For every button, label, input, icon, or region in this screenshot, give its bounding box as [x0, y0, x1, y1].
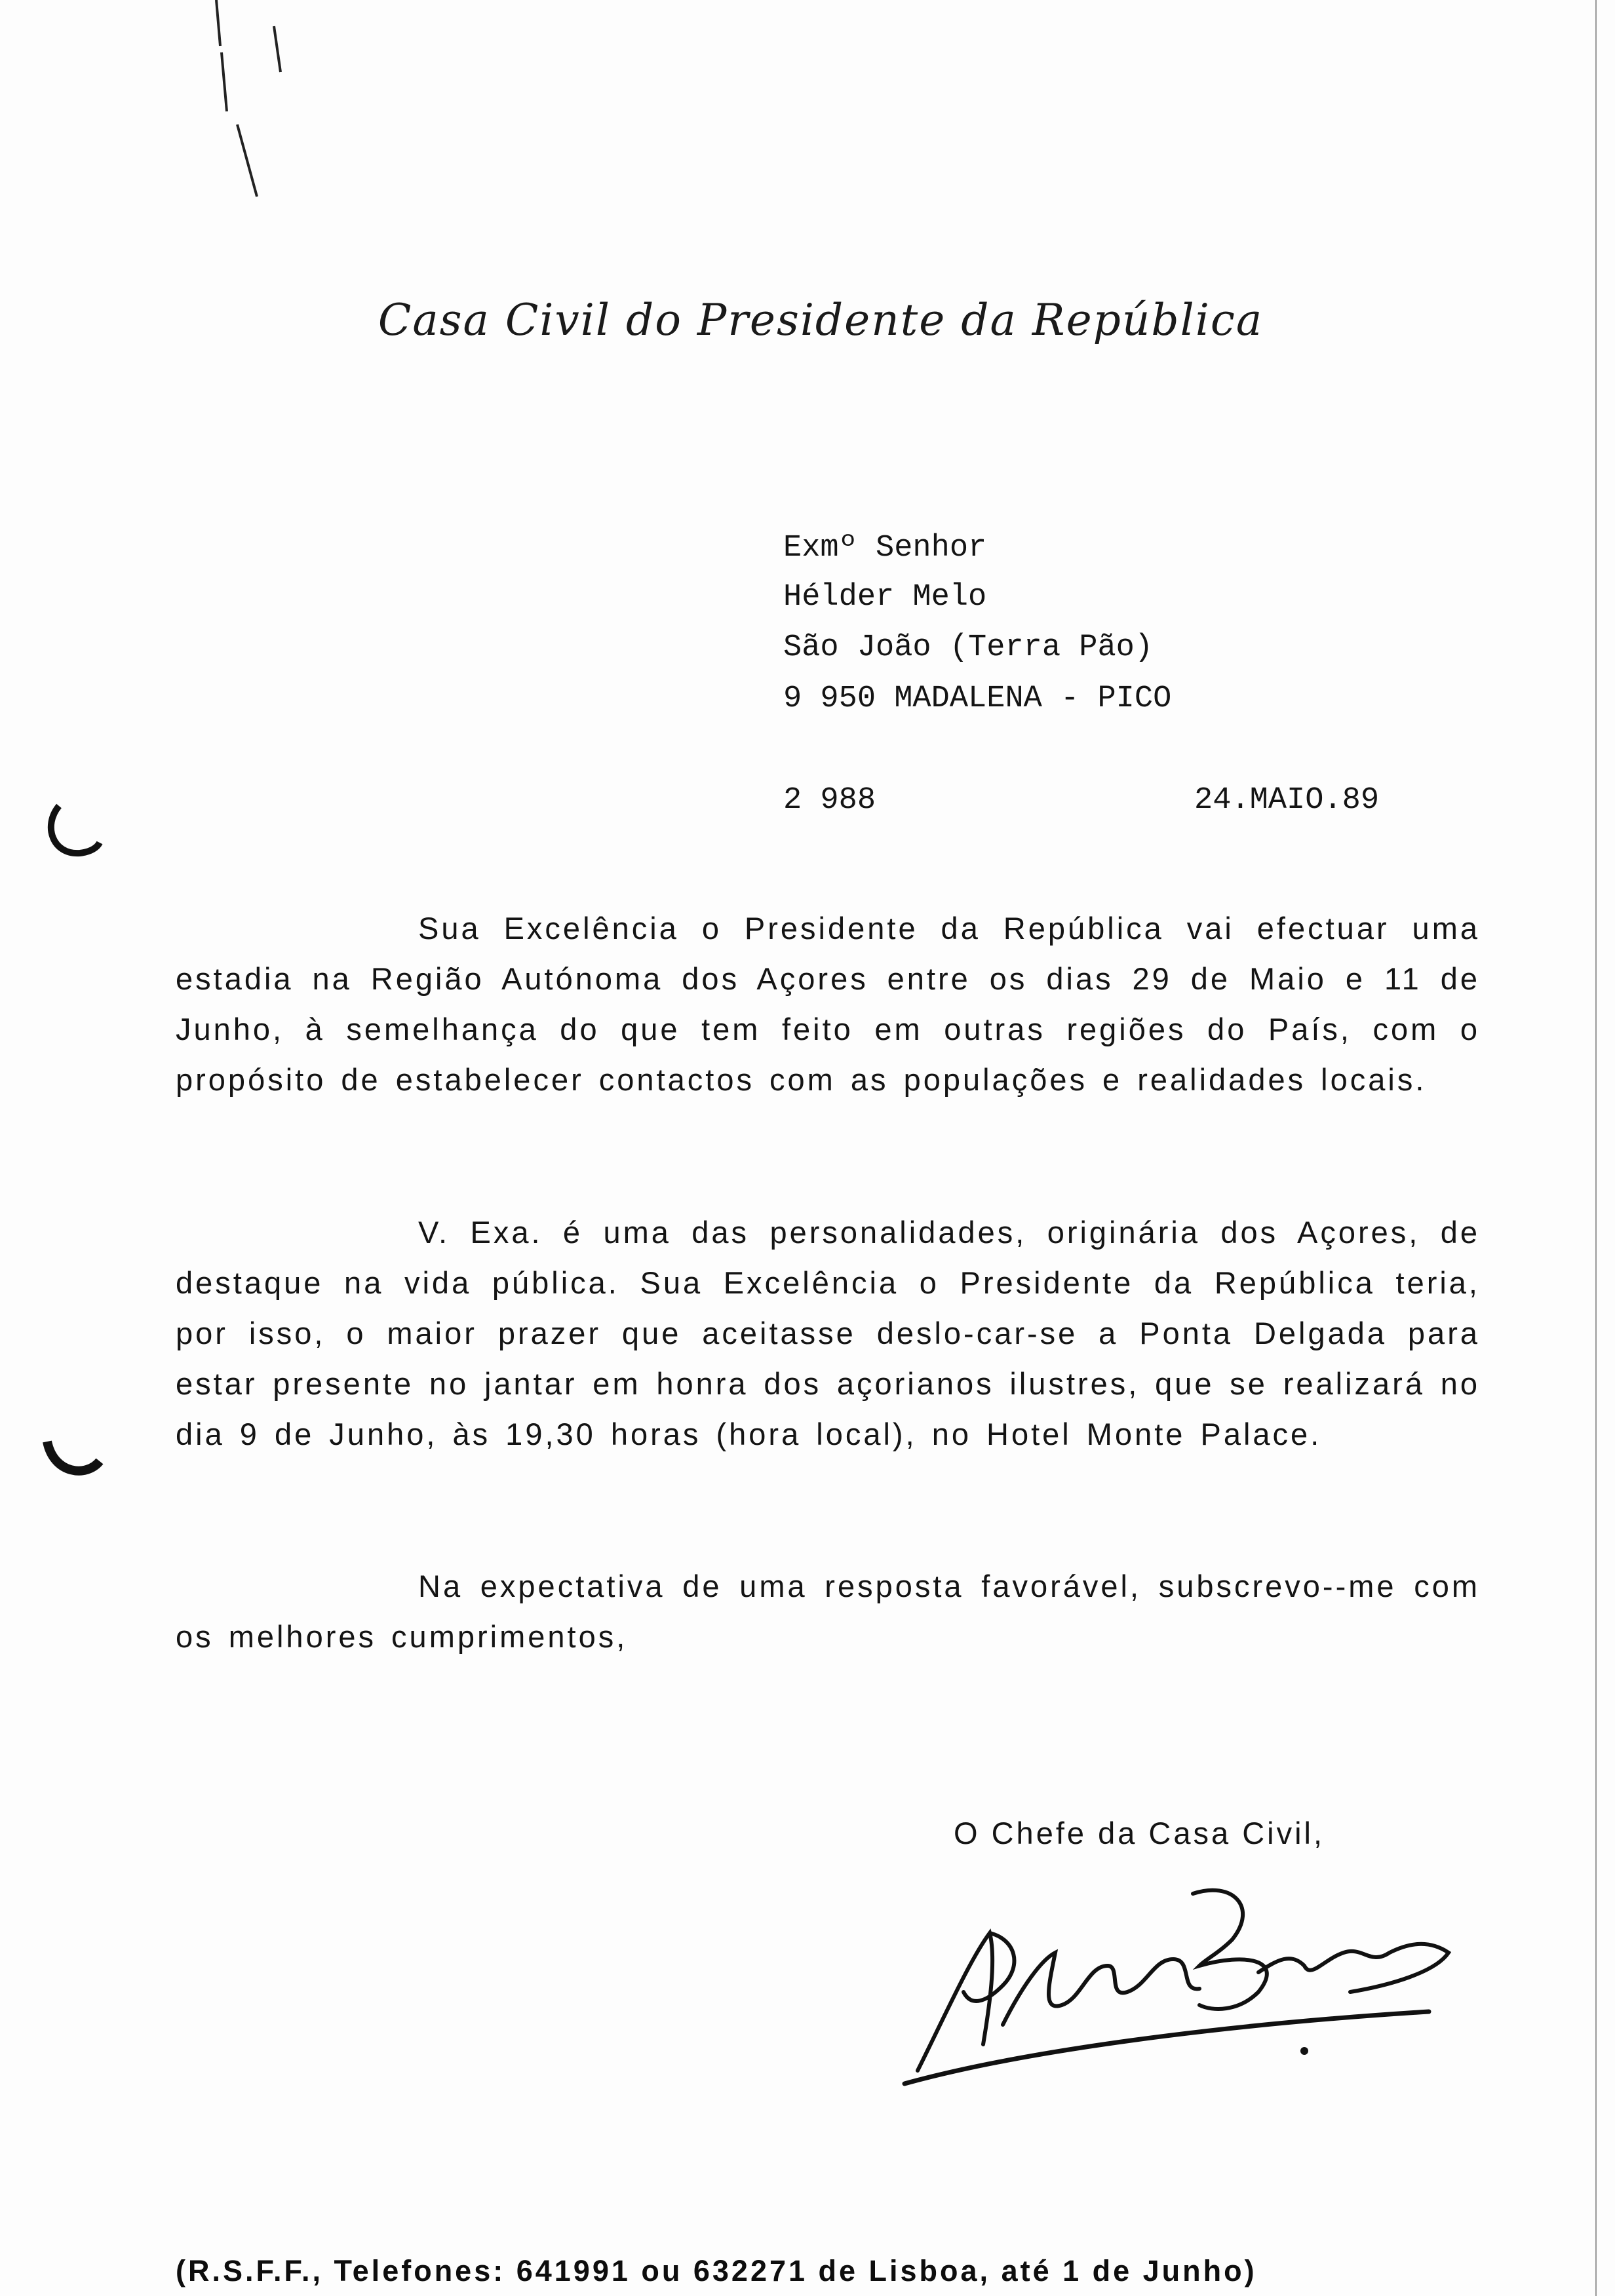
letterhead-title: Casa Civil do Presidente da República — [378, 295, 1264, 345]
punch-hole-mark-upper — [39, 793, 105, 865]
body-paragraph: Na expectativa de uma resposta favorável, subscrevo--me com os melhores cumprimentos, — [176, 1569, 1480, 1654]
scan-stroke-marks — [197, 0, 315, 210]
letter-date: 24.MAIO.89 — [1194, 783, 1380, 818]
punch-hole-mark-lower — [41, 1422, 106, 1487]
handwritten-signature — [891, 1854, 1455, 2090]
recipient-postal-code: 9 950 MADALENA - PICO — [783, 681, 1172, 716]
reference-number: 2 988 — [783, 783, 876, 818]
closing-title: O Chefe da Casa Civil, — [954, 1816, 1325, 1850]
recipient-salutation: Exmº Senhor — [783, 531, 987, 565]
recipient-name: Hélder Melo — [783, 580, 987, 615]
footer-note: (R.S.F.F., Telefones: 641991 ou 632271 de Lisboa, até 1 de Junho) — [176, 2254, 1257, 2287]
body-paragraph: V. Exa. é uma das personalidades, originária dos Açores, de destaque na vida pública. Sua Excelência o Presidente da República teria, por isso, o maior prazer que aceitasse deslo-car-se a Ponta Delgada para estar presente no jantar em honra dos açorianos ilustres, que se realizará no dia 9 de Junho, às 19,30 horas (hora local), no Hotel Monte Palace. — [176, 1215, 1480, 1451]
body-paragraph: Sua Excelência o Presidente da República vai efectuar uma estadia na Região Autónoma dos Açores entre os dias 29 de Maio e 11 de Junho, à semelhança do que tem feito em outras regiões do País, com o propósito de estabelecer contactos com as populações e realidades locais. — [176, 911, 1480, 1097]
recipient-address: São João (Terra Pão) — [783, 630, 1154, 665]
